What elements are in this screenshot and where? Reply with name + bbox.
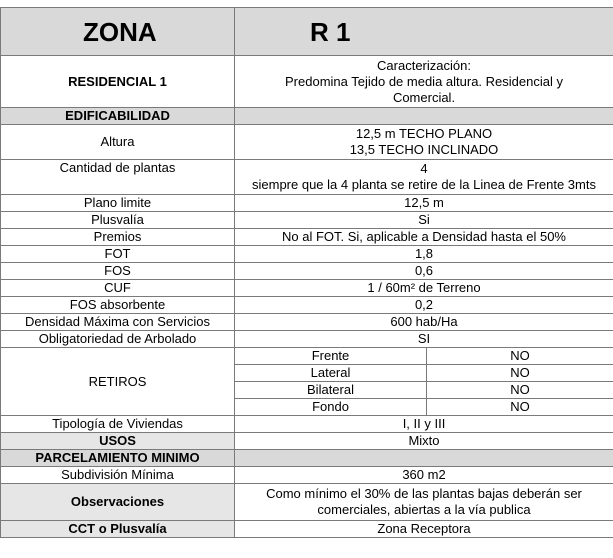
row-value: 1,8 [235,246,613,263]
table-row [1,212,613,229]
table-row [1,263,613,280]
table-row [1,314,613,331]
parcelamiento-label: PARCELAMIENTO MINIMO [1,450,235,467]
parcelamiento-row [1,450,613,467]
cct-label: CCT o Plusvalía [1,521,235,538]
row-label: CUF [1,280,235,297]
row-label: Plano limite [1,195,235,212]
usos-label: USOS [1,433,235,450]
altura-label: Altura [1,125,235,160]
caracterizacion-cell [235,56,613,108]
row-value: SI [235,331,613,348]
table-row [1,195,613,212]
table-row [1,280,613,297]
subdivision-label: Subdivisión Mínima [1,467,235,484]
cantidad-plantas-label: Cantidad de plantas [1,160,235,195]
row-label: Densidad Máxima con Servicios [1,314,235,331]
row-label: FOT [1,246,235,263]
residencial-label: RESIDENCIAL 1 [1,56,235,108]
row-label: Premios [1,229,235,246]
table-row [1,229,613,246]
cantidad-plantas-line-2: siempre que la 4 planta se retire de la Linea de Frente 3mts [252,177,596,192]
row-value: 0,2 [235,297,613,314]
retiro-name: Frente [235,348,427,365]
observaciones-line-2: comerciales, abiertas a la vía publica [317,502,531,517]
altura-value [235,125,613,160]
cct-value: Zona Receptora [235,521,613,538]
retiro-name: Fondo [235,399,427,416]
tipologia-value: I, II y III [235,416,613,433]
edificabilidad-blank [235,108,613,125]
caracterizacion-line-3: Comercial. [392,89,456,105]
retiros-label: RETIROS [1,348,235,416]
row-label: FOS absorbente [1,297,235,314]
caracterizacion-line-1: Caracterización: [377,57,471,73]
observaciones-value [235,484,613,521]
altura-line-1: 12,5 m TECHO PLANO [355,126,493,141]
subdivision-value: 360 m2 [235,467,613,484]
residencial-row [1,56,613,108]
retiro-value: NO [427,348,613,365]
observaciones-label: Observaciones [1,484,235,521]
retiro-name: Bilateral [235,382,427,399]
retiros-row-frente [1,348,613,365]
cct-row [1,521,613,538]
row-label: Obligatoriedad de Arbolado [1,331,235,348]
observaciones-line-1: Como mínimo el 30% de las plantas bajas deberán ser [266,486,582,501]
header-row [1,8,613,56]
tipologia-row [1,416,613,433]
zone-label: ZONA [1,8,235,56]
usos-value: Mixto [235,433,613,450]
row-label: Plusvalía [1,212,235,229]
row-value: 1 / 60m² de Terreno [235,280,613,297]
cantidad-plantas-row [1,160,613,195]
row-value: 600 hab/Ha [235,314,613,331]
usos-row [1,433,613,450]
parcelamiento-blank [235,450,613,467]
altura-line-2: 13,5 TECHO INCLINADO [349,142,499,157]
cantidad-plantas-value [235,160,613,195]
tipologia-label: Tipología de Viviendas [1,416,235,433]
retiro-name: Lateral [235,365,427,382]
retiro-value: NO [427,382,613,399]
row-value: No al FOT. Si, aplicable a Densidad hasta el 50% [235,229,613,246]
edificabilidad-row [1,108,613,125]
retiro-value: NO [427,365,613,382]
table-row [1,331,613,348]
observaciones-row [1,484,613,521]
edificabilidad-label: EDIFICABILIDAD [1,108,235,125]
row-value: Si [235,212,613,229]
altura-row [1,125,613,160]
cantidad-plantas-line-1: 4 [420,161,428,176]
retiro-value: NO [427,399,613,416]
zone-code: R 1 [235,8,613,56]
zoning-table [0,7,613,538]
row-value: 12,5 m [235,195,613,212]
row-value: 0,6 [235,263,613,280]
table-row [1,297,613,314]
table-row [1,246,613,263]
caracterizacion-line-2: Predomina Tejido de media altura. Residencial y [285,73,563,89]
row-label: FOS [1,263,235,280]
subdivision-row [1,467,613,484]
